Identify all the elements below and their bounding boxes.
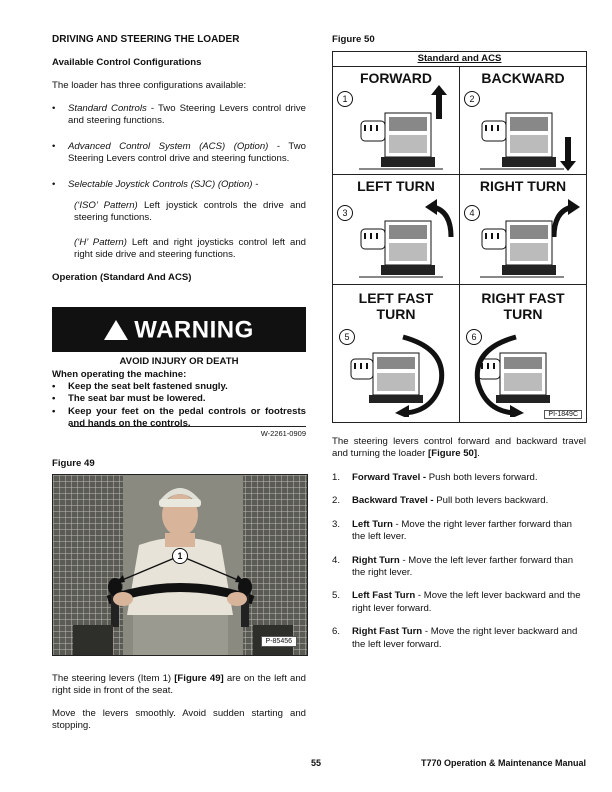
cell-forward: FORWARD 1	[333, 67, 459, 179]
seat-diagram-icon	[343, 331, 455, 417]
config-list	[52, 103, 306, 191]
warning-code: W-2261-0909	[260, 429, 306, 438]
figure-50-label: Figure 50	[332, 34, 375, 45]
arrow-down-icon	[560, 137, 576, 171]
cell-left-fast-turn: LEFT FAST TURN 5	[333, 285, 459, 422]
warning-banner: ! WARNING	[52, 307, 306, 352]
subheading-configurations: Available Control Configurations	[52, 57, 202, 68]
list-item: 4. Right Turn - Move the left lever farther forward than the right lever.	[332, 554, 574, 579]
iso-pattern-text: (‘ISO’ Pattern) Left joystick controls the drive and steering functions.	[74, 200, 306, 224]
cell-left-turn: LEFT TURN 3	[333, 175, 459, 287]
warning-triangle-icon: !	[104, 320, 128, 340]
photo-code-label: P-85456	[261, 636, 297, 647]
steering-steps-list	[332, 472, 586, 662]
cell-backward: BACKWARD 2	[460, 67, 586, 179]
warning-divider	[70, 426, 306, 427]
intro-text: The loader has three configurations available:	[52, 80, 247, 91]
avoid-injury-text: AVOID INJURY OR DEATH	[119, 356, 239, 367]
figure-49-label: Figure 49	[52, 458, 95, 469]
figure-49-photo	[52, 474, 308, 656]
list-item: • Selectable Joystick Controls (SJC) (Option) -	[52, 179, 306, 191]
page-number: 55	[310, 758, 321, 768]
when-operating-text: When operating the machine:	[52, 369, 187, 380]
list-item: 2. Backward Travel - Pull both levers backward.	[332, 495, 549, 507]
arrow-up-icon	[431, 85, 447, 119]
list-item: 6. Right Fast Turn - Move the right lever backward and the left lever forward.	[332, 626, 578, 650]
steering-levers-text: The steering levers (Item 1) [Figure 49] are on the left and right side in front of the seat.	[52, 673, 306, 697]
figure-50-header: Standard and ACS	[333, 52, 586, 67]
list-item: • The seat bar must be lowered.	[52, 393, 306, 405]
list-item: • Standard Controls - Two Steering Levers control drive and steering functions.	[52, 103, 306, 128]
list-item: 3. Left Turn - Move the right lever farther forward than the left lever.	[332, 518, 573, 543]
seat-diagram-icon	[464, 331, 576, 417]
list-item: • Keep your feet on the pedal controls or footrests and hands on the controls.	[52, 406, 306, 431]
warning-list	[52, 381, 306, 431]
section-heading: DRIVING AND STEERING THE LOADER	[52, 34, 240, 45]
h-pattern-text: (‘H’ Pattern) Left and right joysticks control left and right side drive and steering functions.	[74, 237, 306, 261]
diagram-code-label: PI-1849C	[544, 410, 582, 419]
cell-right-turn: RIGHT TURN 4	[460, 175, 586, 287]
manual-title: T770 Operation & Maintenance Manual	[420, 758, 586, 768]
list-item: 5. Left Fast Turn - Move the left lever backward and the right lever forward.	[332, 590, 581, 614]
steering-intro-text: The steering levers control forward and backward travel and turning the loader [Figure 50].	[332, 436, 586, 460]
curved-arrow-left-icon	[423, 197, 457, 237]
curved-arrow-right-icon	[548, 197, 582, 237]
smooth-levers-text: Move the levers smoothly. Avoid sudden starting and stopping.	[52, 708, 306, 732]
operator-seat-illustration	[53, 475, 307, 655]
cell-right-fast-turn: RIGHT FAST TURN 6 PI-1849C	[460, 285, 586, 422]
operation-heading: Operation (Standard And ACS)	[52, 272, 192, 283]
figure-50-diagram	[332, 51, 587, 423]
list-item: 1. Forward Travel - Push both levers forward.	[332, 472, 538, 483]
list-item: • Advanced Control System (ACS) (Option) - Two Steering Levers control drive and steering functions.	[52, 141, 306, 166]
list-item: • Keep the seat belt fastened snugly.	[52, 381, 306, 393]
callout-item-1: 1	[172, 548, 188, 564]
seat-diagram-icon	[472, 103, 572, 175]
